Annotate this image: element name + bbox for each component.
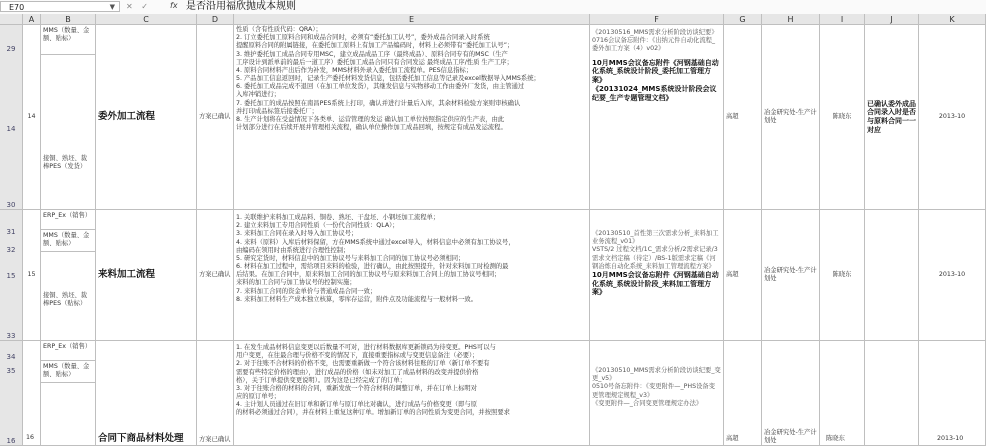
column-header-e[interactable]: E bbox=[234, 14, 590, 25]
column-header-d[interactable]: D bbox=[197, 14, 234, 25]
column-header-k[interactable]: K bbox=[919, 14, 986, 25]
cell-h[interactable] bbox=[762, 25, 820, 210]
cell-f[interactable] bbox=[590, 210, 724, 341]
description-line: 7. 来料加工合同的资金单价与普通成品合同一致； bbox=[236, 287, 377, 295]
cell-e[interactable] bbox=[234, 210, 590, 341]
column-header-h[interactable]: H bbox=[762, 14, 820, 25]
cell-a[interactable] bbox=[23, 25, 41, 210]
cell-e[interactable] bbox=[234, 25, 590, 210]
row-index: 16 bbox=[26, 433, 35, 441]
row-header[interactable] bbox=[0, 210, 23, 341]
column-header-f[interactable]: F bbox=[590, 14, 724, 25]
formula-controls bbox=[126, 1, 166, 12]
system-item: ERP_Ex（销售） bbox=[41, 341, 95, 361]
cell-c[interactable] bbox=[96, 341, 197, 446]
cell-h[interactable] bbox=[762, 341, 820, 446]
status-text: 方案已确认 bbox=[199, 112, 231, 120]
column-header-c[interactable]: C bbox=[96, 14, 197, 25]
status-text: 方案已确认 bbox=[199, 270, 231, 278]
description-line: 5. 研究定货时，材料信息中的加工协议号与来料加工合同的加工协议号必须相同； bbox=[236, 254, 465, 262]
description-line: 2. 建立来料加工专用合同性质（一份代合同性质：QLA）； bbox=[236, 222, 399, 230]
column-header-b[interactable]: B bbox=[41, 14, 96, 25]
cell-d[interactable] bbox=[197, 210, 234, 341]
cell-i[interactable] bbox=[820, 341, 865, 446]
system-item: 接铜、熟坯、裁棒PES（发货） bbox=[43, 155, 88, 171]
cell-f[interactable] bbox=[590, 341, 724, 446]
row-number: 15 bbox=[6, 272, 16, 280]
description-line: 6. 材料在加工过程中，需给项目来料的检验，进行确认，由此按照提升，针对来料加工时检测的最 bbox=[236, 263, 509, 271]
description-line: 4. 主计划人员通过在旧订单和新订单与原订单比对确认，进行成品与价格变更（即与原 bbox=[236, 401, 477, 409]
fx-icon[interactable]: fx bbox=[170, 1, 178, 10]
row-number: 35 bbox=[6, 367, 16, 375]
row-number: 29 bbox=[6, 45, 16, 53]
reference-doc: 10月MMS会议备忘附件《河钢基础自动化系统_系统设计阶段_委托加工管理方案》 bbox=[592, 58, 719, 85]
person-name: 陈晓东 bbox=[826, 434, 845, 442]
description-line: 性质（含有性质代码：QRA）； bbox=[236, 26, 322, 33]
cell-e[interactable] bbox=[234, 341, 590, 446]
cell-f[interactable] bbox=[590, 25, 724, 210]
row-number: 33 bbox=[6, 332, 16, 340]
system-item: MMS（数量、金额、贴标） bbox=[41, 361, 95, 383]
cell-j[interactable] bbox=[865, 25, 919, 210]
name-box[interactable] bbox=[0, 1, 120, 12]
reference-doc: 0716会议备忘附件：《出纳元件自动化流程_委外加工方案（4）v02》 bbox=[592, 37, 716, 53]
reference-doc: 《20130516_MMS需求分析阶段访谈纪要》 bbox=[592, 29, 718, 36]
row-number: 32 bbox=[6, 246, 16, 254]
cell-j[interactable] bbox=[865, 341, 919, 446]
system-item: ERP_Ex（销售） bbox=[41, 210, 95, 230]
description-line: 7. 委托加工的成品按照在南昌PES系统上打印，确认并进行计量后入库，其余材料检验方案则审核确认 bbox=[236, 99, 521, 107]
column-header-g[interactable]: G bbox=[724, 14, 762, 25]
system-item: 接铜、熟坯、裁棒PES（贴标） bbox=[43, 292, 88, 308]
person-name: 陈晓东 bbox=[832, 270, 852, 278]
reference-doc: 《变更附件—_合同变更管理规定办法》 bbox=[592, 399, 703, 407]
cell-k[interactable] bbox=[919, 210, 986, 341]
formula-input[interactable]: 是否沿用福欣抛成本规则 bbox=[186, 1, 296, 12]
row-number: 34 bbox=[6, 353, 16, 361]
cell-g[interactable] bbox=[724, 210, 762, 341]
note-text: 已确认委外成品合同录入时是否与原料合同一一对应 bbox=[867, 99, 916, 134]
row-number: 16 bbox=[6, 437, 16, 445]
reference-doc: 0510号备忘附件：《变更附件—_PHS设备变更管理规定规程_v3》 bbox=[592, 383, 716, 399]
row-number: 30 bbox=[6, 201, 16, 209]
description-line: 3. 来料加工合同在录入时导入加工协议号； bbox=[236, 230, 358, 238]
description-line: 的材料必须通过合同），并在材料上重复这种订单。增加新订单的合同性质为变更合同，并按照要求 bbox=[236, 409, 510, 417]
cancel-icon[interactable]: ✕ bbox=[126, 2, 133, 11]
date-text: 2013-10 bbox=[938, 112, 966, 120]
description-line: 格），关于订单提供变更说明）。因为这是已经完成了的订单； bbox=[236, 376, 407, 384]
cell-g[interactable] bbox=[724, 341, 762, 446]
row-header[interactable] bbox=[0, 25, 23, 210]
description-line: 由编码在领用时由系统进行合理性控制； bbox=[236, 246, 350, 254]
reference-doc: 《20130510_首性第三次需求分析_来料加工业务流程_v01》 bbox=[592, 230, 719, 246]
department-text: 冶金研究处-生产计划处 bbox=[764, 266, 817, 282]
cell-b[interactable] bbox=[41, 210, 96, 341]
description-line: 4. 原料合同材料产出后作为补发，MMS材料外录入委托加工流程单。PES信息指标； bbox=[236, 66, 473, 74]
cell-k[interactable] bbox=[919, 25, 986, 210]
cell-c[interactable] bbox=[96, 210, 197, 341]
description-line: 5. 产品加工信息返回时，记录生产委托材料发货信息，包括委托加工信息等记录及excel数据导入MMS系统； bbox=[236, 75, 540, 83]
row-number: 31 bbox=[6, 228, 16, 236]
description-line: 并打印成品标签后接委托厂； bbox=[236, 107, 318, 115]
description-line: 2. 对于往账不合材料的价格不变，也需要重新做一个符合该材料往账的订单（新订单不要有 bbox=[236, 360, 490, 368]
person-name: 陈晓东 bbox=[832, 112, 852, 120]
process-title: 合同下商品材料处理 bbox=[98, 432, 184, 444]
formula-bar bbox=[0, 0, 986, 15]
description-line: 8. 生产计划将在受益情况下各类单、运营管理的发运 确认加工单位按照指定供应的生产表，由此 bbox=[236, 115, 505, 123]
column-header-j[interactable]: J bbox=[865, 14, 919, 25]
status-text: 方案已确认 bbox=[199, 435, 231, 443]
description-line: 3. 对于往账合格的材料的合同，重新发放一个符合材料的调整订单，并在订单上标明对 bbox=[236, 384, 477, 392]
chevron-down-icon[interactable]: ▼ bbox=[109, 3, 115, 11]
column-header-a[interactable]: A bbox=[23, 14, 41, 25]
reference-doc: 《20131024_MMS系统设计阶段会议纪要_生产专题管理文档》 bbox=[592, 84, 717, 102]
description-line: 需要有些特定价格的理由），进行成品的价格（如未对加工了成品材料的改变并提供价格 bbox=[236, 368, 479, 376]
cell-d[interactable] bbox=[197, 341, 234, 446]
description-line: 1. 在发生成品材料信息变更以后数量不可对，进行材料数据库更新锁码为待变更。PHS可以与 bbox=[236, 344, 496, 351]
description-line: 应的原订单号； bbox=[236, 393, 281, 401]
cell-j[interactable] bbox=[865, 210, 919, 341]
cell-k[interactable] bbox=[919, 341, 986, 446]
description-line: 工序设计到派单前的最后一道工序）委托加工成品合同只有合同发运 最终成品工序/性质 生产工序； bbox=[236, 58, 513, 66]
system-item: MMS（数量、金额、贴标） bbox=[41, 230, 95, 252]
cell-h[interactable] bbox=[762, 210, 820, 341]
row-number: 14 bbox=[6, 125, 16, 133]
cell-c[interactable] bbox=[96, 25, 197, 210]
cell-i[interactable] bbox=[820, 210, 865, 341]
cell-a[interactable] bbox=[23, 341, 41, 446]
description-line: 4. 来料（原料）入库后材料保留，方在MMS系统中通过excel导入，材料信息中必须有加工协议号， bbox=[236, 238, 515, 246]
date-text: 2013-10 bbox=[937, 434, 964, 442]
select-all-corner[interactable] bbox=[0, 14, 23, 25]
row-index: 14 bbox=[27, 112, 36, 120]
confirm-icon[interactable]: ✓ bbox=[141, 2, 148, 11]
row-header[interactable] bbox=[0, 341, 23, 446]
cell-d[interactable] bbox=[197, 25, 234, 210]
row-index: 15 bbox=[27, 270, 36, 278]
description-line: 来料的加工合同与加工协议号的控制实施； bbox=[236, 279, 356, 287]
description-line: 提醒原料合同的附属链接，在委托加工原料上有加工产品编码时，材料上必须带有“委托加工认号”； bbox=[236, 42, 514, 50]
description-line: 入库冲销进行； bbox=[236, 91, 281, 99]
cell-a[interactable] bbox=[23, 210, 41, 341]
department-text: 冶金研究处-生产计划处 bbox=[764, 428, 817, 444]
process-title: 委外加工流程 bbox=[98, 110, 156, 122]
description-line: 3. 维护委托加工成品合同专用MSC，建立成品成品工序（最终成品）、原料合同专有的MSC（生产 bbox=[236, 50, 508, 58]
description-line: 用户变更，在往最合理与价格不变的情况下，直接重要指标或与变更信息备注（必要）； bbox=[236, 352, 479, 360]
owner-name: 高超 bbox=[726, 270, 739, 278]
cell-i[interactable] bbox=[820, 25, 865, 210]
owner-name: 高超 bbox=[726, 112, 739, 120]
process-title: 来料加工流程 bbox=[98, 268, 156, 280]
description-line: 6. 委托加工成品完成不退回（在加工单位发货），其继发信息与实物移动工作由委外厂发货，由主管通过 bbox=[236, 83, 525, 91]
cell-b[interactable] bbox=[41, 25, 96, 210]
system-item: MMS（数量、金额、贴标） bbox=[41, 25, 95, 55]
owner-name: 高超 bbox=[726, 434, 739, 442]
column-header-i[interactable]: I bbox=[820, 14, 865, 25]
description-line: 1. 关联维护来料加工成品料、铜卷、熟坯、干盘坯、小钢坯加工流程单； bbox=[236, 214, 440, 221]
department-text: 冶金研究处-生产计划处 bbox=[764, 108, 817, 124]
description-line: 8. 来料加工材料生产成本独立核算，零库存运营，附件点及功能流程与一般材料一致。 bbox=[236, 295, 477, 303]
reference-doc: 《20130510_MMS需求分析阶段访谈纪要_变更_v5》 bbox=[592, 367, 721, 383]
cell-b[interactable] bbox=[41, 341, 96, 446]
cell-g[interactable] bbox=[724, 25, 762, 210]
date-text: 2013-10 bbox=[938, 270, 966, 278]
name-box-value: E70 bbox=[9, 3, 25, 12]
description-line: 计划部分进行在后续开展并管理相关流程，确认单位操作加工成品回填，按规定有成品发运流程。 bbox=[236, 124, 507, 132]
description-line: 2. 订立委托加工原料合同和成品合同时，必须有“委托加工认号”，委外成品合同录入时系统 bbox=[236, 34, 490, 42]
reference-doc: VSTS/2 过程文档/1C_需求分析/2需求记录/3 需求文档定稿（待定）/BS-1版需求定稿《河钢冶炼自动化系统_来料加工管理流程方案》 bbox=[592, 246, 718, 270]
reference-doc: 10月MMS会议备忘附件《河钢基础自动化系统_系统设计阶段_来料加工管理方案》 bbox=[592, 270, 719, 297]
description-line: 后结果。在加工合同中，原来料加工合同的加工协议号与原来料加工合同上的加工协议号相同； bbox=[236, 271, 501, 279]
